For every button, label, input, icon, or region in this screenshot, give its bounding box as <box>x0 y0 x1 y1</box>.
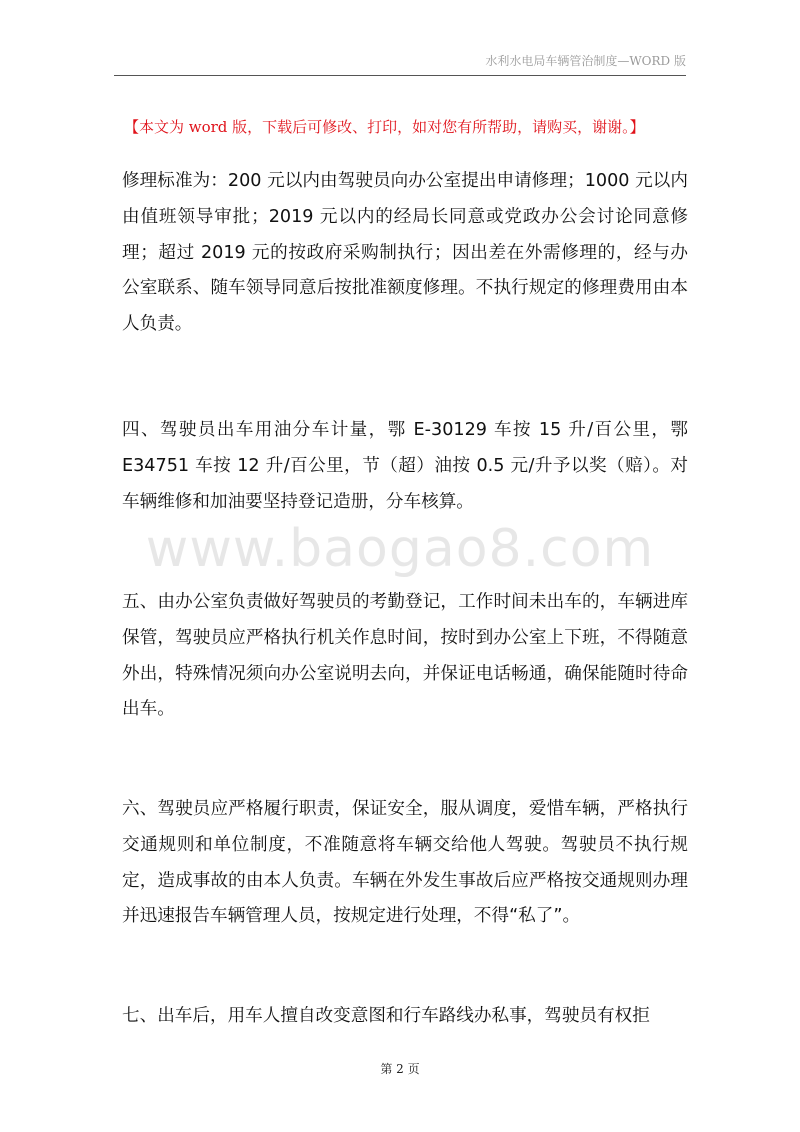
paragraph-fuel-metering: 四、驾驶员出车用油分车计量，鄂 E-30129 车按 15 升/百公里，鄂 E34751 车按 12 升/百公里，节（超）油按 0.5 元/升予以奖（赔）。对车辆维修和加油要坚持登记造册，分车核算。 <box>122 420 688 512</box>
paragraph-attendance: 五、由办公室负责做好驾驶员的考勤登记，工作时间未出车的，车辆进库保管，驾驶员应严格执行机关作息时间，按时到办公室上下班，不得随意外出，特殊情况须向办公室说明去向，并保证电话畅通，确保能随时待命出车。 <box>122 592 688 720</box>
page-number: 第 2 页 <box>380 1062 420 1076</box>
paragraph-repair-standard: 修理标准为：200 元以内由驾驶员向办公室提出申请修理；1000 元以内由值班领导审批；2019 元以内的经局长同意或党政办公会讨论同意修理；超过 2019 元的按政府采购制执行；因出差在外需修理的，经与办公室联系、随车领导同意后按批准额度修理。不执行规定的修理费用由本人负责。 <box>122 171 688 335</box>
page-header-title: 水利水电局车辆管治制度—WORD 版 <box>485 54 686 68</box>
paragraph-driver-duties: 六、驾驶员应严格履行职责，保证安全，服从调度，爱惜车辆，严格执行交通规则和单位制度，不准随意将车辆交给他人驾驶。驾驶员不执行规定，造成事故的由本人负责。车辆在外发生事故后应严格按交通规则办理并迅速报告车辆管理人员，按规定进行处理，不得“私了”。 <box>122 799 688 927</box>
paragraph-route-change: 七、出车后，用车人擅自改变意图和行车路线办私事，驾驶员有权拒 <box>122 1006 650 1026</box>
watermark: www.baogao8.com <box>145 519 655 579</box>
header-divider <box>114 75 686 76</box>
download-notice: 【本文为 word 版，下载后可修改、打印，如对您有所帮助，请购买，谢谢。】 <box>124 118 645 136</box>
